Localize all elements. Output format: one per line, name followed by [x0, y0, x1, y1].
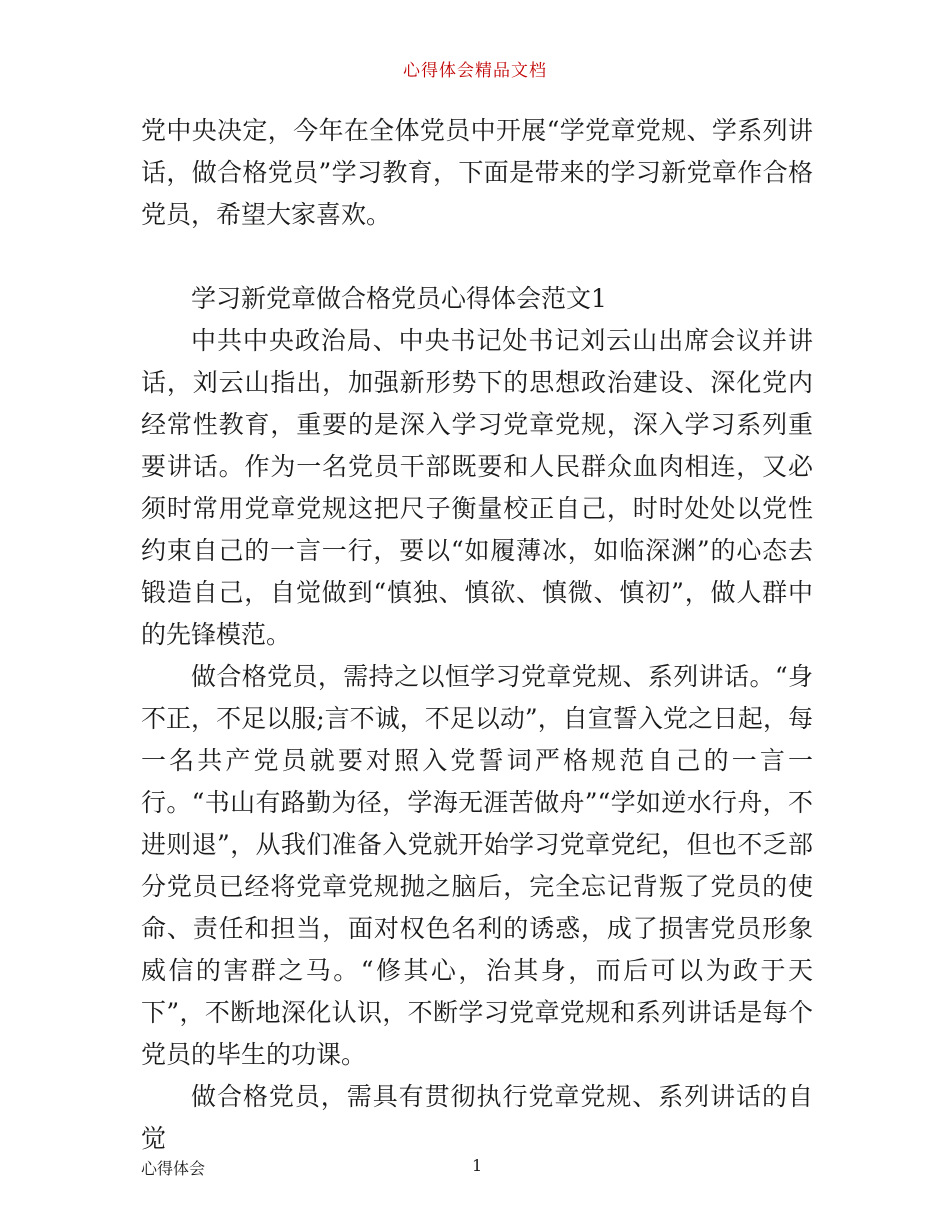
document-header-title: 心得体会精品文档	[403, 61, 547, 81]
intro-paragraph: 党中央决定，今年在全体党员中开展“学党章党规、学系列讲话，做合格党员”学习教育，下面是带来的学习新党章作合格党员，希望大家喜欢。	[141, 116, 813, 229]
section-heading: 学习新党章做合格党员心得体会范文1	[191, 284, 607, 313]
body-paragraph-2: 做合格党员，需持之以恒学习党章党规、系列讲话。“身不正，不足以服;言不诚，不足以动”，自宣誓入党之日起，每一名共产党员就要对照入党誓词严格规范自己的一言一行。“书山有路勤为径，学海无涯苦做舟”“学如逆水行舟，不进则退”，从我们准备入党就开始学习党章党纪，但也不乏部分党员已经将党章党规抛之脑后，完全忘记背叛了党员的使命、责任和担当，面对权色名利的诱惑，成了损害党员形象威信的害群之马。“修其心，治其身，而后可以为政于天下”，不断地深化认识，不断学习党章党规和系列讲话是每个党员的毕生的功课。	[141, 662, 813, 1069]
body-paragraph-1: 中共中央政治局、中央书记处书记刘云山出席会议并讲话，刘云山指出，加强新形势下的思想政治建设、深化党内经常性教育，重要的是深入学习党章党规，深入学习系列重要讲话。作为一名党员干部既要和人民群众血肉相连，又必须时常用党章党规这把尺子衡量校正自己，时时处处以党性约束自己的一言一行，要以“如履薄冰，如临深渊”的心态去锻造自己，自觉做到“慎独、慎欲、慎微、慎初”，做人群中的先锋模范。	[141, 326, 813, 649]
body-paragraph-3: 做合格党员，需具有贯彻执行党章党规、系列讲话的自觉	[141, 1082, 813, 1153]
document-body	[141, 110, 813, 1160]
page-number: 1	[472, 1156, 483, 1175]
footer-label: 心得体会	[141, 1159, 206, 1178]
